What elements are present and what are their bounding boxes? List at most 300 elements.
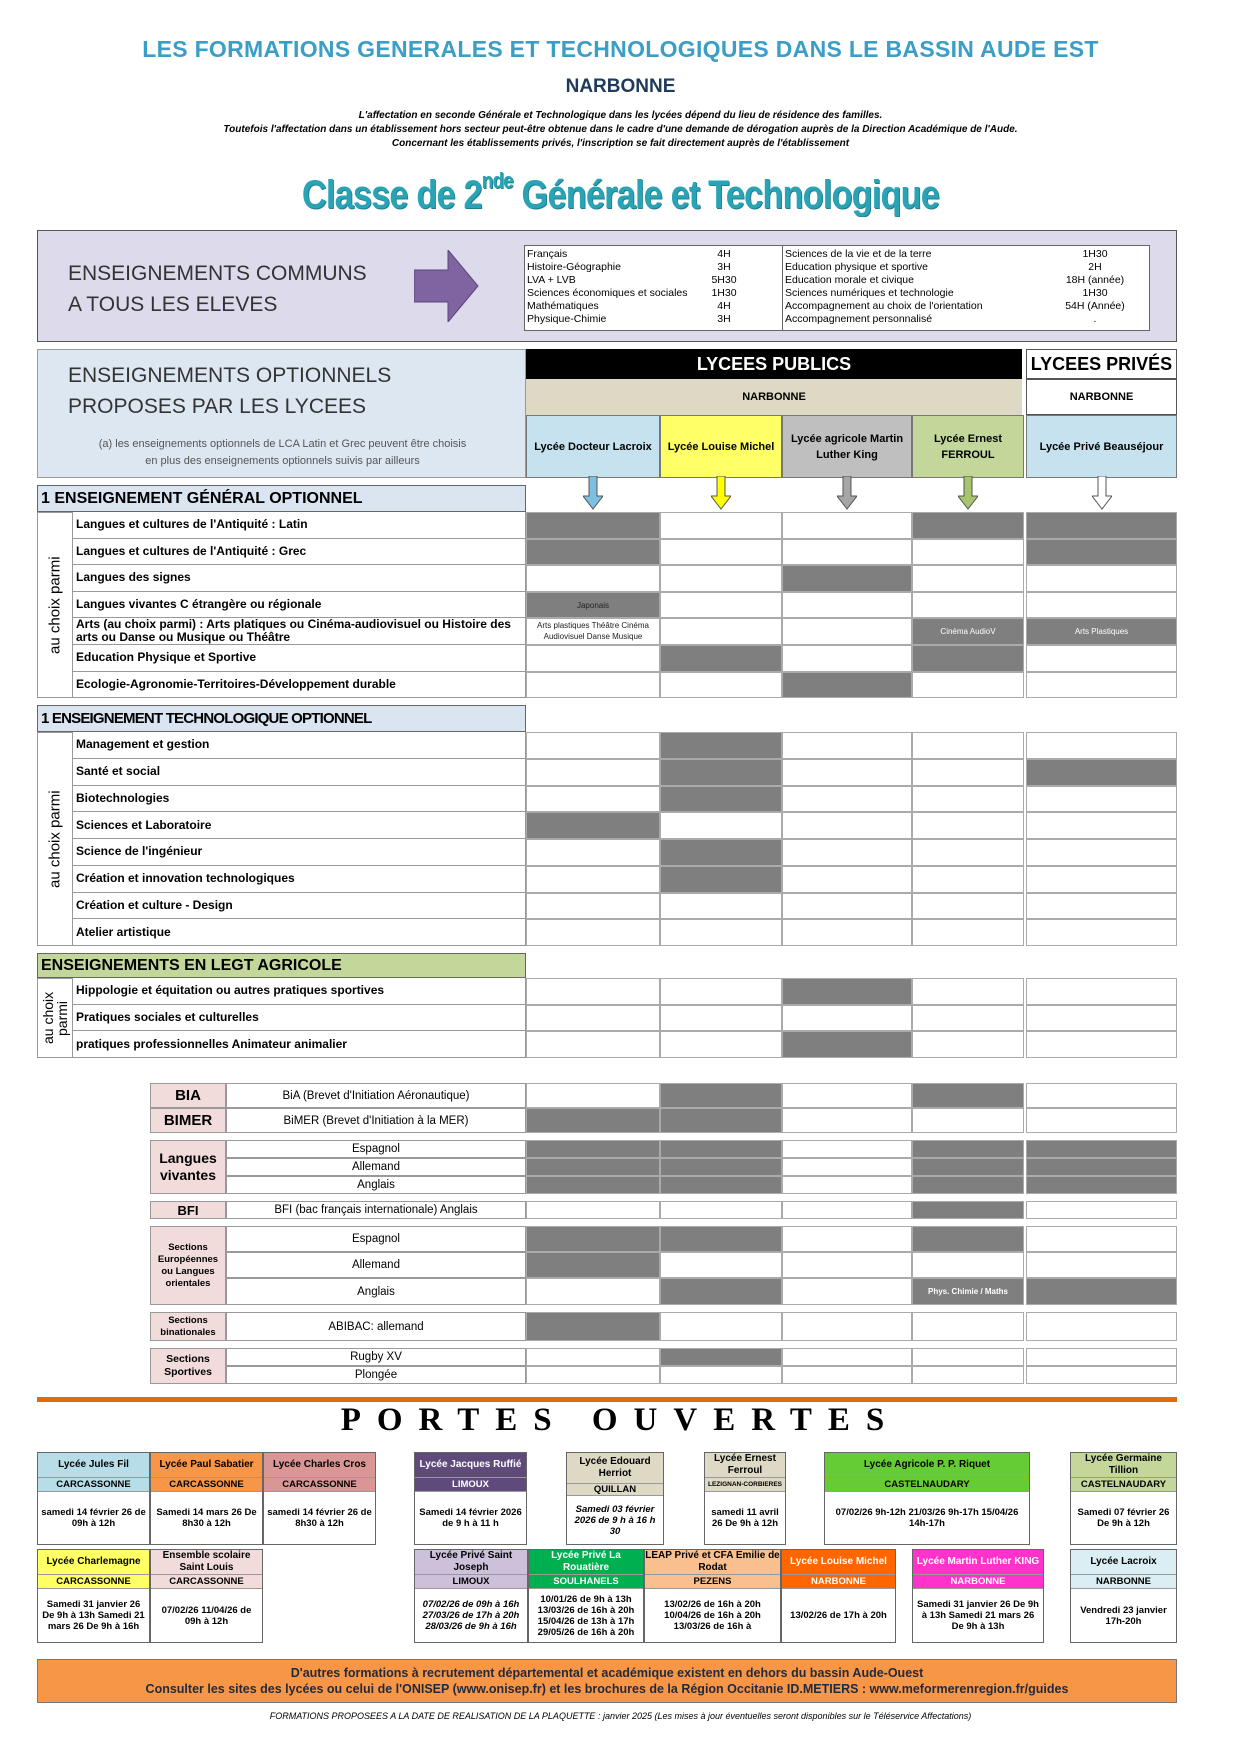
extra-cell [526,1366,660,1384]
lycee-header: Lycée agricole Martin Luther King [782,415,912,478]
option-row-label: Création et innovation technologiques [73,866,526,893]
option-cell [782,512,912,539]
option-cell [782,866,912,893]
option-cell [912,978,1024,1005]
option-cell [782,812,912,839]
section-agricole: ENSEIGNEMENTS EN LEGT AGRICOLE [37,953,526,978]
lv-espagnol: Espagnol [226,1140,526,1158]
arrow-down-icon [711,476,731,510]
option-cell [660,592,782,619]
intro-line-1: L'affectation en seconde Générale et Technologique dans les lycées dépend du lieu de résidence des familles. [358,110,883,121]
extra-cell [912,1140,1024,1158]
option-cell [660,618,782,645]
extra-cell [782,1312,912,1341]
option-cell [660,1005,782,1032]
sport-label: Sections Sportives [150,1348,226,1384]
optionnels-label-2: PROPOSES PAR LES LYCEES [68,395,366,418]
city-title: NARBONNE [565,76,676,97]
communs-item [785,287,1147,300]
portes-name: Lycée Charlemagne [38,1550,149,1574]
bia-label: BIA [150,1083,226,1108]
option-note: Arts Plastiques [1074,626,1129,636]
option-cell [660,565,782,592]
communs-item-name: Sciences économiques et sociales [527,287,688,299]
option-cell [1026,565,1177,592]
extra-cell [660,1312,782,1341]
classe-title [87,168,1154,218]
option-cell [526,893,660,920]
portes-dates: Samedi 31 janvier 26 De 9h à 13h Samedi 21 mars 26 De 9h à 16h [38,1588,149,1642]
option-row-label: Management et gestion [73,732,526,759]
portes-dates: 07/02/26 de 09h à 16h 27/03/26 de 17h à 20h 28/03/26 de 9h à 16h [415,1588,527,1642]
extra-cell [526,1312,660,1341]
portes-city: NARBONNE [913,1574,1043,1588]
portes-city: PEZENS [645,1574,780,1588]
extra-cell [782,1252,912,1278]
communs-item [785,261,1147,274]
portes-name: LEAP Privé et CFA Emilie de Rodat [645,1550,780,1573]
communs-item-hours: 2H [1088,261,1102,273]
communs-item-name: Education morale et civique [785,274,914,286]
portes-card [824,1452,1030,1545]
prives-header: LYCEES PRIVÉS [1026,349,1177,379]
communs-item-hours: 1H30 [711,287,737,299]
extra-cell [660,1108,782,1133]
communs-label [68,258,367,320]
portes-card [414,1549,528,1643]
optionnels-note [38,436,527,470]
portes-dates: Samedi 31 janvier 26 De 9h à 13h Samedi 21 mars 26 De 9h à 13h [913,1588,1043,1642]
portes-name: Lycée Jacques Ruffié [415,1453,526,1477]
option-cell [1026,1031,1177,1058]
optionnels-box [37,349,526,478]
communs-item-name: Education physique et sportive [785,261,929,273]
extra-cell [660,1201,782,1219]
portes-name: Lycée Lacroix [1071,1550,1176,1574]
option-cell [660,786,782,813]
communs-item-hours: 54H (Année) [1065,300,1125,312]
communs-item-name: Mathématiques [527,300,599,312]
portes-city: LEZIGNAN-CORBIERES [705,1477,785,1491]
extra-cell [912,1083,1024,1108]
option-cell [526,672,660,699]
portes-name: Lycée Privé La Rouatière [529,1550,643,1574]
portes-city: SOULHANELS [529,1574,643,1588]
portes-card [414,1452,527,1545]
option-cell [526,539,660,566]
optionnels-note-1: (a) les enseignements optionnels de LCA Latin et Grec peuvent être choisis [98,438,467,450]
communs-item-hours: 5H30 [711,274,737,286]
arrow-down-icon [837,476,857,510]
option-row-label: Langues et cultures de l'Antiquité : Grec [73,539,526,566]
option-cell [526,812,660,839]
option-cell [526,512,660,539]
option-row-label: Hippologie et équitation ou autres pratiques sportives [73,978,526,1005]
option-cell [526,786,660,813]
communs-item-hours: 4H [717,248,731,260]
portes-name: Lycée Agricole P. P. Riquet [825,1453,1029,1477]
footer-line-2: Consulter les sites des lycées ou celui de l'ONISEP (www.onisep.fr) et les brochures de la Région Occitanie ID.METIERS : www.meformerenregion.fr/guides [145,1682,1069,1696]
portes-dates: 13/02/26 de 17h à 20h [782,1588,895,1642]
communs-table [524,245,1150,331]
extra-cell [912,1201,1024,1219]
communs-right-col [783,246,1149,330]
portes-dates: samedi 11 avril 26 De 9h à 12h [705,1491,785,1544]
option-cell [782,759,912,786]
euro-espagnol: Espagnol [226,1226,526,1252]
extra-cell [526,1140,660,1158]
option-cell [1026,786,1177,813]
communs-item [527,261,780,274]
option-cell [912,893,1024,920]
option-cell [1026,512,1177,539]
option-cell [660,1031,782,1058]
extra-cell [660,1366,782,1384]
phys-note: Phys. Chimie / Maths [927,1286,1009,1296]
option-cell [782,786,912,813]
option-cell [1026,1005,1177,1032]
option-row-label: Langues des signes [73,565,526,592]
portes-card [704,1452,786,1545]
abibac-desc: ABIBAC: allemand [226,1312,526,1341]
portes-name: Lycée Edouard Herriot [567,1453,663,1483]
option-row-label: Santé et social [73,759,526,786]
portes-dates: 07/02/26 11/04/26 de 09h à 12h [151,1588,262,1642]
extra-cell [526,1252,660,1278]
extra-cell [1026,1348,1177,1366]
communs-left-col [525,246,783,330]
footer-line-1: D'autres formations à recrutement départemental et académique existent en dehors du bassin Aude-Ouest [290,1666,924,1680]
bfi-desc: BFI (bac français internationale) Anglais [226,1201,526,1219]
section-general: 1 ENSEIGNEMENT GÉNÉRAL OPTIONNEL [37,485,526,512]
option-cell [660,978,782,1005]
arrow-down-icon [583,476,603,510]
option-note: Cinéma AudioV [940,626,996,636]
portes-card [1070,1549,1177,1643]
option-cell [660,539,782,566]
euro-anglais: Anglais [226,1278,526,1305]
portes-card [781,1549,896,1643]
optionnels-label-1: ENSEIGNEMENTS OPTIONNELS [68,364,392,387]
portes-dates: 10/01/26 de 9h à 13h 13/03/26 de 16h à 20h 15/04/26 de 13h à 17h 29/05/26 de 16h à 20h [529,1588,643,1642]
option-row-label: Création et culture - Design [73,893,526,920]
extra-cell [660,1083,782,1108]
lv-allemand: Allemand [226,1158,526,1176]
sport-rugby: Rugby XV [226,1348,526,1366]
bimer-label: BIMER [150,1108,226,1133]
communs-item-name: Français [527,248,568,260]
portes-title: PORTES OUVERTES [340,1402,901,1438]
classe-pre: Classe de 2 [301,173,482,217]
portes-name: Lycée Louise Michel [782,1550,895,1574]
option-cell [912,812,1024,839]
publics-header: LYCEES PUBLICS [526,349,1022,379]
extra-cell [1026,1108,1177,1133]
extra-cell [660,1252,782,1278]
option-cell [526,919,660,946]
option-row-label: Langues vivantes C étrangère ou régionale [73,592,526,619]
option-cell [912,919,1024,946]
option-cell [912,565,1024,592]
option-cell [660,732,782,759]
option-cell [782,893,912,920]
option-cell [1026,732,1177,759]
extra-cell [912,1252,1024,1278]
communs-item-hours: 4H [717,300,731,312]
footer-note: FORMATIONS PROPOSEES A LA DATE DE REALISATION DE LA PLAQUETTE : janvier 2025 (Les mises à jour éventuelles seront disponibles sur le Téléservice Affectations) [269,1711,972,1721]
portes-dates: Vendredi 23 janvier 17h-20h [1071,1588,1176,1642]
extra-cell [782,1083,912,1108]
portes-dates: Samedi 07 février 26 De 9h à 12h [1071,1491,1176,1544]
option-cell [912,732,1024,759]
portes-city: NARBONNE [782,1574,895,1588]
communs-item [785,248,1147,261]
option-note: Japonais [576,600,610,610]
option-note: Arts plastiques Théâtre Cinéma Audiovisuel Danse Musique [537,621,649,642]
communs-item-name: Accompagnement personnalisé [785,313,933,325]
arrow-down-icon [1092,476,1112,510]
arrow-down-icon [958,476,978,510]
portes-name: Lycée Charles Cros [264,1453,375,1477]
option-cell [526,839,660,866]
option-row-label: Biotechnologies [73,786,526,813]
option-cell [912,1005,1024,1032]
extra-cell [1026,1158,1177,1176]
option-cell [1026,812,1177,839]
portes-card [37,1549,150,1643]
option-cell [782,1005,912,1032]
binat-label: Sections binationales [150,1312,226,1341]
communs-item [527,313,780,326]
euro-allemand: Allemand [226,1252,526,1278]
extra-cell [912,1108,1024,1133]
communs-item-hours: 18H (année) [1065,274,1125,286]
portes-card [912,1549,1044,1643]
extra-cell [660,1158,782,1176]
classe-post: Générale et Technologique [512,173,940,217]
portes-name: Lycée Ernest Ferroul [705,1453,785,1477]
portes-name: Lycée Martin Luther KING [913,1550,1043,1574]
portes-city: CARCASSONNE [151,1574,262,1588]
option-cell [660,919,782,946]
portes-card [1070,1452,1177,1545]
option-row-label: Education Physique et Sportive [73,645,526,672]
portes-name: Lycée Germaine Tillion [1071,1453,1176,1477]
extra-cell [1026,1176,1177,1194]
option-row-label: Langues et cultures de l'Antiquité : Latin [73,512,526,539]
portes-city: CASTELNAUDARY [1071,1477,1176,1491]
portes-city: CARCASSONNE [38,1574,149,1588]
extra-cell [660,1348,782,1366]
langues-label: Langues vivantes [150,1140,226,1194]
portes-city: CASTELNAUDARY [825,1477,1029,1491]
option-cell [782,732,912,759]
extra-cell [782,1140,912,1158]
option-cell [912,592,1024,619]
extra-cell [526,1226,660,1252]
communs-item [527,287,780,300]
option-cell [782,618,912,645]
option-cell [1026,978,1177,1005]
communs-label-1: ENSEIGNEMENTS COMMUNS [68,262,367,285]
communs-item-hours: 1H30 [1082,287,1108,299]
lycee-header: Lycée Privé Beauséjour [1026,415,1177,478]
portes-card [150,1452,263,1545]
option-cell [912,539,1024,566]
portes-dates: samedi 14 février 26 de 09h à 12h [38,1491,149,1544]
lycee-header: Lycée Ernest FERROUL [912,415,1024,478]
extra-cell [526,1348,660,1366]
option-cell [526,565,660,592]
au-choix-general: au choix parmi [37,512,73,698]
extra-cell [1026,1226,1177,1252]
option-cell [660,812,782,839]
bia-desc: BiA (Brevet d'Initiation Aéronautique) [226,1083,526,1108]
page-title: LES FORMATIONS GENERALES ET TECHNOLOGIQUES DANS LE BASSIN AUDE EST [142,36,1099,62]
option-cell [1026,672,1177,699]
option-cell [782,645,912,672]
portes-city: CARCASSONNE [38,1477,149,1491]
extra-cell [782,1176,912,1194]
option-cell [1026,839,1177,866]
option-cell [782,592,912,619]
option-cell [782,978,912,1005]
au-choix-techno: au choix parmi [37,732,73,946]
extra-cell [782,1278,912,1305]
communs-label-2: A TOUS LES ELEVES [68,293,278,316]
portes-city: LIMOUX [415,1477,526,1491]
communs-item-hours: 3H [717,261,731,273]
option-cell [1026,592,1177,619]
option-cell [1026,919,1177,946]
option-cell [526,866,660,893]
communs-item-hours: . [1093,313,1097,325]
extra-cell [526,1201,660,1219]
portes-dates: samedi 14 février 26 de 8h30 à 12h [264,1491,375,1544]
portes-name: Ensemble scolaire Saint Louis [151,1550,262,1574]
portes-card [150,1549,263,1643]
option-row-label: Ecologie-Agronomie-Territoires-Développement durable [73,672,526,699]
option-cell [782,839,912,866]
option-cell [660,839,782,866]
option-cell [912,759,1024,786]
extra-cell [1026,1201,1177,1219]
extra-cell [912,1312,1024,1341]
portes-dates: Samedi 03 février 2026 de 9 h à 16 h 30 [567,1495,663,1544]
extra-cell [912,1366,1024,1384]
intro-line-2: Toutefois l'affectation dans un établissement hors secteur peut-être obtenue dans le cadre d'une demande de dérogation auprès de la Direction Académique de l'Aude. [223,124,1018,135]
communs-item-name: Accompagnement au choix de l'orientation [785,300,983,312]
extra-cell [526,1083,660,1108]
portes-city: NARBONNE [1071,1574,1176,1588]
extra-cell [1026,1083,1177,1108]
option-cell [782,565,912,592]
option-cell [526,978,660,1005]
portes-name: Lycée Jules Fil [38,1453,149,1477]
option-cell [912,1031,1024,1058]
sport-plongee: Plongée [226,1366,526,1384]
extra-cell [782,1158,912,1176]
arrow-right-icon [414,250,480,322]
portes-city: QUILLAN [567,1483,663,1495]
option-cell [912,512,1024,539]
classe-sup: nde [481,168,513,193]
option-cell [660,866,782,893]
extra-cell [1026,1366,1177,1384]
option-cell [526,645,660,672]
communs-item [785,300,1147,313]
portes-card [528,1549,644,1643]
option-cell [1026,539,1177,566]
option-row-label: Pratiques sociales et culturelles [73,1005,526,1032]
option-cell [782,919,912,946]
option-cell [912,672,1024,699]
option-cell [1026,645,1177,672]
option-cell [526,1031,660,1058]
extra-cell [782,1366,912,1384]
option-row-label: Atelier artistique [73,919,526,946]
option-row-label: pratiques professionnelles Animateur animalier [73,1031,526,1058]
portes-dates: Samedi 14 février 2026 de 9 h à 11 h [415,1491,526,1544]
option-row-label: Arts (au choix parmi) : Arts platiques ou Cinéma-audiovisuel ou Histoire des arts ou Danse ou Musique ou Théâtre [73,618,526,645]
option-cell [912,866,1024,893]
euro-label: Sections Européennes ou Langues orientales [150,1226,226,1305]
option-cell [912,645,1024,672]
extra-cell [526,1108,660,1133]
communs-item [785,313,1147,326]
extra-cell [912,1158,1024,1176]
option-cell [1026,866,1177,893]
communs-item-name: Physique-Chimie [527,313,607,325]
communs-item-hours: 1H30 [1082,248,1108,260]
au-choix-agricole: au choix parmi [37,978,73,1058]
publics-city: NARBONNE [526,379,1022,415]
portes-name: Lycée Paul Sabatier [151,1453,262,1477]
communs-item [527,274,780,287]
option-cell [526,732,660,759]
option-cell [660,672,782,699]
extra-cell [1026,1278,1177,1305]
option-row-label: Sciences et Laboratoire [73,812,526,839]
communs-item [785,274,1147,287]
bfi-label: BFI [150,1201,226,1219]
bimer-desc: BiMER (Brevet d'Initiation à la MER) [226,1108,526,1133]
extra-cell [912,1176,1024,1194]
extra-cell [1026,1140,1177,1158]
option-cell [782,672,912,699]
portes-card [566,1452,664,1545]
intro-line-3: Concernant les établissements privés, l'inscription se fait directement auprès de l'établissement [391,138,850,149]
option-row-label: Science de l'ingénieur [73,839,526,866]
intro-text [0,109,1241,151]
portes-card [37,1452,150,1545]
option-cell [526,759,660,786]
extra-cell [660,1140,782,1158]
portes-dates: 13/02/26 de 16h à 20h 10/04/26 de 16h à 20h 13/03/26 de 16h à [645,1588,780,1642]
option-cell [782,539,912,566]
extra-cell [1026,1312,1177,1341]
extra-cell [912,1348,1024,1366]
extra-cell [782,1201,912,1219]
optionnels-label [68,360,391,422]
option-cell [660,645,782,672]
option-cell [660,893,782,920]
lv-anglais: Anglais [226,1176,526,1194]
portes-city: CARCASSONNE [151,1477,262,1491]
portes-dates: Samedi 14 mars 26 De 8h30 à 12h [151,1491,262,1544]
portes-city: LIMOUX [415,1574,527,1588]
option-cell [660,759,782,786]
